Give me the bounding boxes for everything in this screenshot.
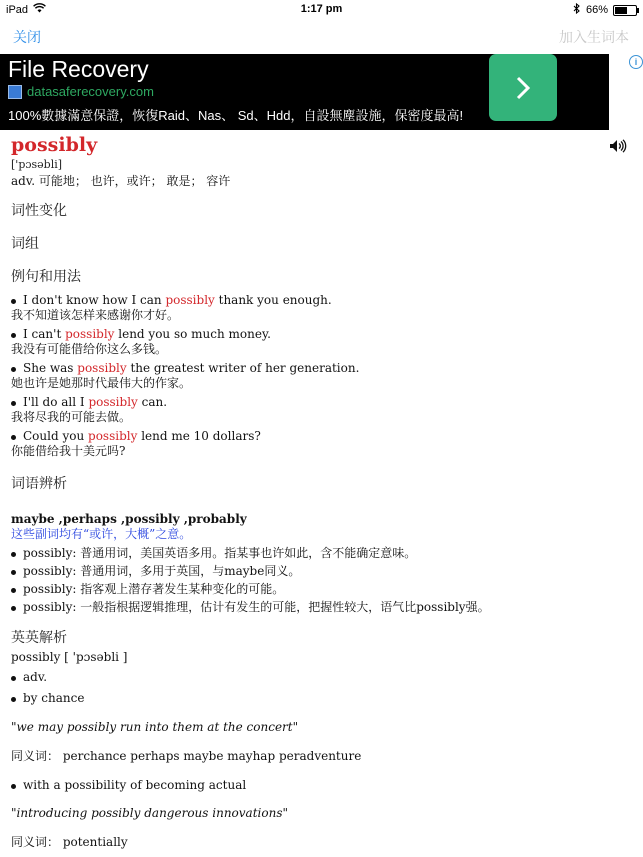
example-text: I'll do all I bbox=[23, 395, 89, 409]
example-highlight: possibly bbox=[88, 395, 138, 409]
example-text: lend me 10 dollars? bbox=[137, 429, 261, 443]
ad-banner[interactable] bbox=[0, 54, 609, 130]
battery-percent: 66% bbox=[585, 4, 608, 16]
battery-fill bbox=[615, 7, 627, 14]
example-translation: 她也许是她那时代最伟大的作家。 bbox=[11, 376, 192, 390]
example-translation: 我不知道该怎样来感谢你才好。 bbox=[11, 308, 180, 322]
clock: 1:17 pm bbox=[300, 3, 343, 15]
example-highlight: possibly bbox=[77, 361, 127, 375]
ad-url[interactable] bbox=[8, 84, 154, 99]
example-text: I can't bbox=[23, 327, 66, 341]
section-inflections: 词性变化 bbox=[11, 203, 67, 219]
en-synonyms: 同义词： potentially bbox=[11, 835, 128, 849]
add-to-wordbook-button[interactable]: 加入生词本 bbox=[559, 29, 629, 45]
section-phrases: 词组 bbox=[11, 236, 39, 252]
en-quote: "we may possibly run into them at the concert" bbox=[11, 720, 299, 734]
dictionary-content bbox=[11, 134, 631, 850]
ad-description: 100%數據滿意保證，恢復Raid、Nas、 Sd、Hdd，自設無塵設施，保密度最高! bbox=[8, 108, 464, 123]
status-bar bbox=[0, 0, 643, 20]
example-text: Could you bbox=[23, 429, 89, 443]
favicon-icon bbox=[8, 85, 22, 99]
analysis-subtitle: 这些副词均有“或许，大概”之意。 bbox=[11, 527, 192, 541]
definition: adv. 可能地； 也许，或许； 敢是； 容许 bbox=[11, 174, 231, 188]
analysis-list bbox=[11, 546, 631, 615]
analysis-item: possibly: 一般指根据逻辑推理，估计有发生的可能，把握性较大，语气比possibly强。 bbox=[11, 600, 631, 615]
ad-url-text: datasaferecovery.com bbox=[27, 84, 154, 99]
example-item bbox=[11, 361, 631, 391]
example-translation: 我没有可能借给你这么多钱。 bbox=[11, 342, 168, 356]
example-item bbox=[11, 327, 631, 357]
example-highlight: possibly bbox=[65, 327, 115, 341]
section-examples: 例句和用法 bbox=[11, 269, 81, 285]
example-text: can. bbox=[137, 395, 168, 409]
close-button[interactable]: 关闭 bbox=[13, 29, 41, 45]
speaker-icon[interactable] bbox=[609, 139, 627, 157]
device-name: iPad bbox=[6, 3, 29, 16]
bluetooth-icon bbox=[573, 3, 581, 17]
example-item bbox=[11, 395, 631, 425]
analysis-item: possibly: 指客观上潜存著发生某种变化的可能。 bbox=[11, 582, 631, 597]
example-item bbox=[11, 429, 631, 459]
section-analysis: 词语辨析 bbox=[11, 476, 67, 492]
en-synonyms: 同义词： perchance perhaps maybe mayhap peradventure bbox=[11, 749, 362, 763]
nav-bar bbox=[0, 20, 643, 54]
example-item bbox=[11, 293, 631, 323]
en-sense: by chance bbox=[11, 691, 631, 706]
chevron-right-icon bbox=[513, 74, 533, 102]
ad-open-button[interactable] bbox=[489, 54, 557, 121]
battery-icon bbox=[613, 5, 637, 16]
analysis-title: maybe ,perhaps ,possibly ,probably bbox=[11, 512, 247, 526]
example-text: lend you so much money. bbox=[114, 327, 271, 341]
example-text: thank you enough. bbox=[214, 293, 332, 307]
analysis-item: possibly: 普通用词，多用于英国，与maybe同义。 bbox=[11, 564, 631, 579]
example-list bbox=[11, 293, 631, 459]
en-sense: with a possibility of becoming actual bbox=[11, 778, 631, 793]
en-sense-list bbox=[11, 778, 631, 793]
example-text: She was bbox=[23, 361, 78, 375]
en-quote: "introducing possibly dangerous innovations" bbox=[11, 806, 288, 820]
analysis-item: possibly: 普通用词，美国英语多用。指某事也许如此，含不能确定意味。 bbox=[11, 546, 631, 561]
en-pos: adv. bbox=[11, 670, 631, 685]
example-highlight: possibly bbox=[165, 293, 215, 307]
status-right bbox=[573, 3, 637, 17]
example-highlight: possibly bbox=[88, 429, 138, 443]
example-text: the greatest writer of her generation. bbox=[126, 361, 360, 375]
section-english-definition: 英英解析 bbox=[11, 630, 67, 646]
ad-info-icon[interactable]: i bbox=[629, 55, 643, 69]
en-pronunciation: possibly [ 'pɔsəbli ] bbox=[11, 650, 128, 664]
ad-title[interactable]: File Recovery bbox=[8, 56, 149, 82]
example-translation: 你能借给我十美元吗? bbox=[11, 444, 126, 458]
headword: possibly bbox=[11, 134, 98, 156]
en-pos-list bbox=[11, 670, 631, 706]
example-text: I don't know how I can bbox=[23, 293, 166, 307]
example-translation: 我将尽我的可能去做。 bbox=[11, 410, 132, 424]
pronunciation: ['pɔsəbli] bbox=[11, 158, 63, 171]
